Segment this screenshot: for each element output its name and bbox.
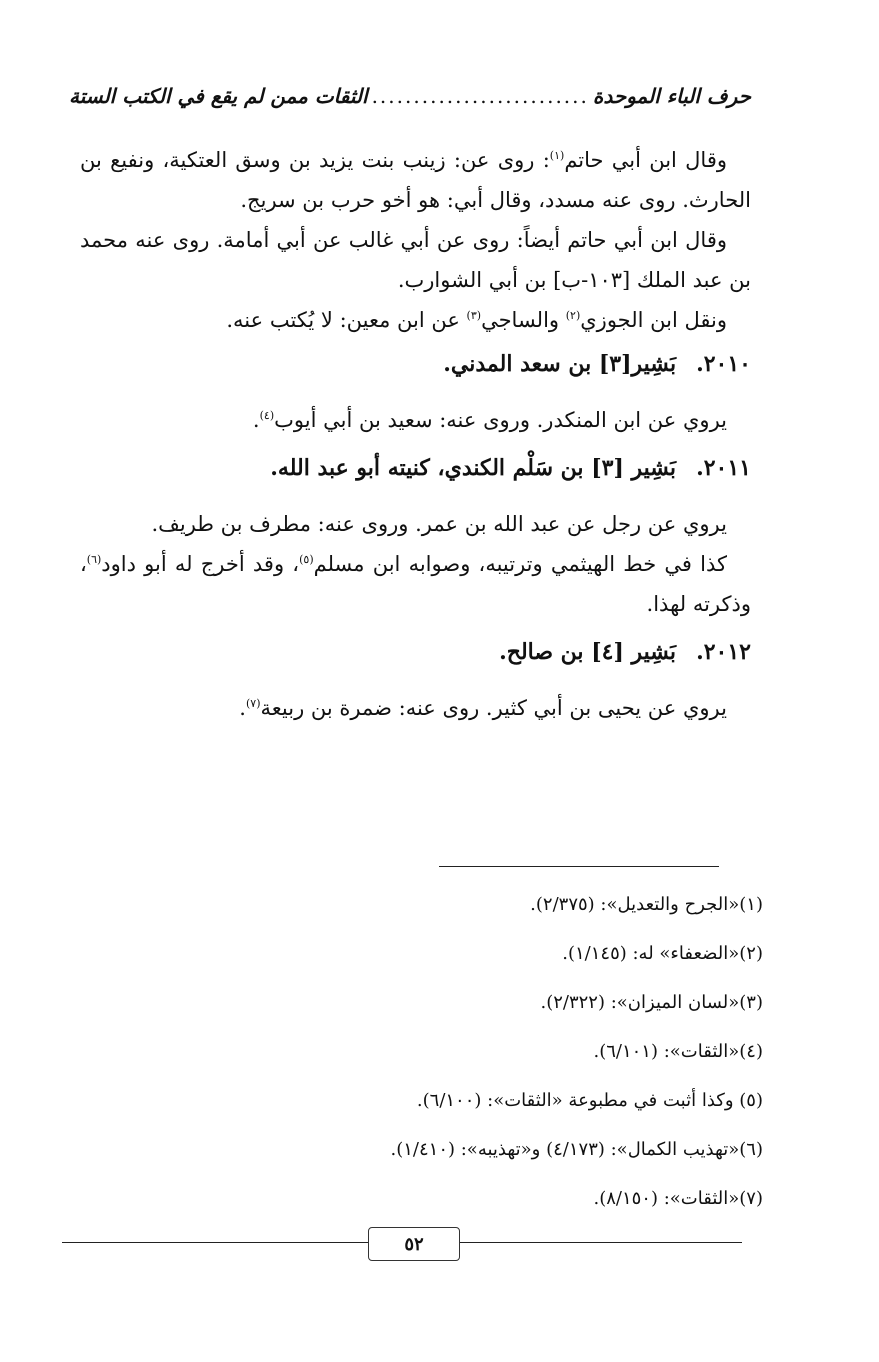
footnote-divider — [439, 866, 719, 867]
footnote-4: (٤)«الثقات»: (٦/١٠١). — [593, 1041, 763, 1062]
paragraph-ibn-abi-hatim: وقال ابن أبي حاتم$^{(١)}$: روى عن: زينب بنت يزيد بن وسق العتكية، ونفيع بن الحارث. روى عنه مسدد، وقال أبي: هو أخو حرب بن سريج. — [80, 148, 751, 212]
footnotes — [100, 880, 763, 1223]
footnote-ref-7: (٧) — [245, 697, 261, 710]
entry-heading-2011 — [80, 448, 751, 488]
paragraph-ibn-al-jawzi: ونقل ابن الجوزي$^{(٢)}$ والساجي$^{(٣)}$ عن ابن معين: لا يُكتب عنه. — [226, 308, 727, 332]
footnote-ref-6: (٦) — [86, 553, 102, 566]
paragraph-ibn-abi-hatim-also: وقال ابن أبي حاتم أيضاً: روى عن أبي غالب عن أبي أمامة. روى عنه محمد بن عبد الملك [١٠٣-ب] بن أبي الشوارب. — [80, 228, 751, 292]
page-number: ٥٢ — [368, 1227, 460, 1261]
header-dot-leader: .......................... — [371, 84, 589, 108]
footnote-7: (٧)«الثقات»: (٨/١٥٠). — [593, 1188, 763, 1209]
entry-title: بَشِير [٤] بن صالح. — [499, 639, 677, 665]
entry-body-2012: يروي عن يحيى بن أبي كثير. روى عنه: ضمرة بن ربيعة$^{(٧)}$. — [239, 696, 727, 720]
entry-number: ٢٠١٠. — [696, 351, 751, 377]
header-chapter-title: حرف الباء الموحدة — [592, 84, 751, 108]
footnote-ref-3: (٣) — [466, 309, 482, 322]
footnote-ref-4: (٤) — [259, 409, 275, 422]
entry-number: ٢٠١٢. — [696, 639, 751, 665]
footnote-6: (٦)«تهذيب الكمال»: (٤/١٧٣) و«تهذيبه»: (١/٤١٠). — [390, 1139, 763, 1160]
entry-title: بَشِير [٣] بن سَلْم الكندي، كنيته أبو عبد الله. — [270, 455, 677, 481]
footnote-ref-5: (٥) — [299, 553, 314, 566]
entry-body-2010: يروي عن ابن المنكدر. وروى عنه: سعيد بن أبي أيوب$^{(٤)}$. — [252, 408, 727, 432]
footnote-5: (٥) وكذا أثبت في مطبوعة «الثقات»: (٦/١٠٠). — [416, 1090, 763, 1111]
header-book-title: الثقات ممن لم يقع في الكتب الستة — [68, 84, 368, 108]
entry-title: بَشِير[٣] بن سعد المدني. — [443, 351, 677, 377]
main-text — [80, 140, 751, 736]
entry-heading-2012 — [80, 632, 751, 672]
footnote-3: (٣)«لسان الميزان»: (٢/٣٢٢). — [540, 992, 763, 1013]
footnote-ref-2: (٢) — [565, 309, 581, 322]
footnote-2: (٢)«الضعفاء» له: (١/١٤٥). — [562, 943, 763, 964]
entry-heading-2010 — [80, 344, 751, 384]
entry-number: ٢٠١١. — [696, 455, 751, 481]
entry-note-2011: كذا في خط الهيثمي وترتيبه، وصوابه ابن مسلم$^{(٥)}$، وقد أخرج له أبو داود$^{(٦)}$، وذكرته لهذا. — [80, 552, 751, 616]
footnote-ref-1: (١) — [549, 149, 565, 162]
footnote-1: (١)«الجرح والتعديل»: (٢/٣٧٥). — [530, 894, 763, 915]
entry-body-2011: يروي عن رجل عن عبد الله بن عمر. وروى عنه: مطرف بن طريف. — [151, 512, 727, 536]
running-header — [68, 76, 751, 108]
